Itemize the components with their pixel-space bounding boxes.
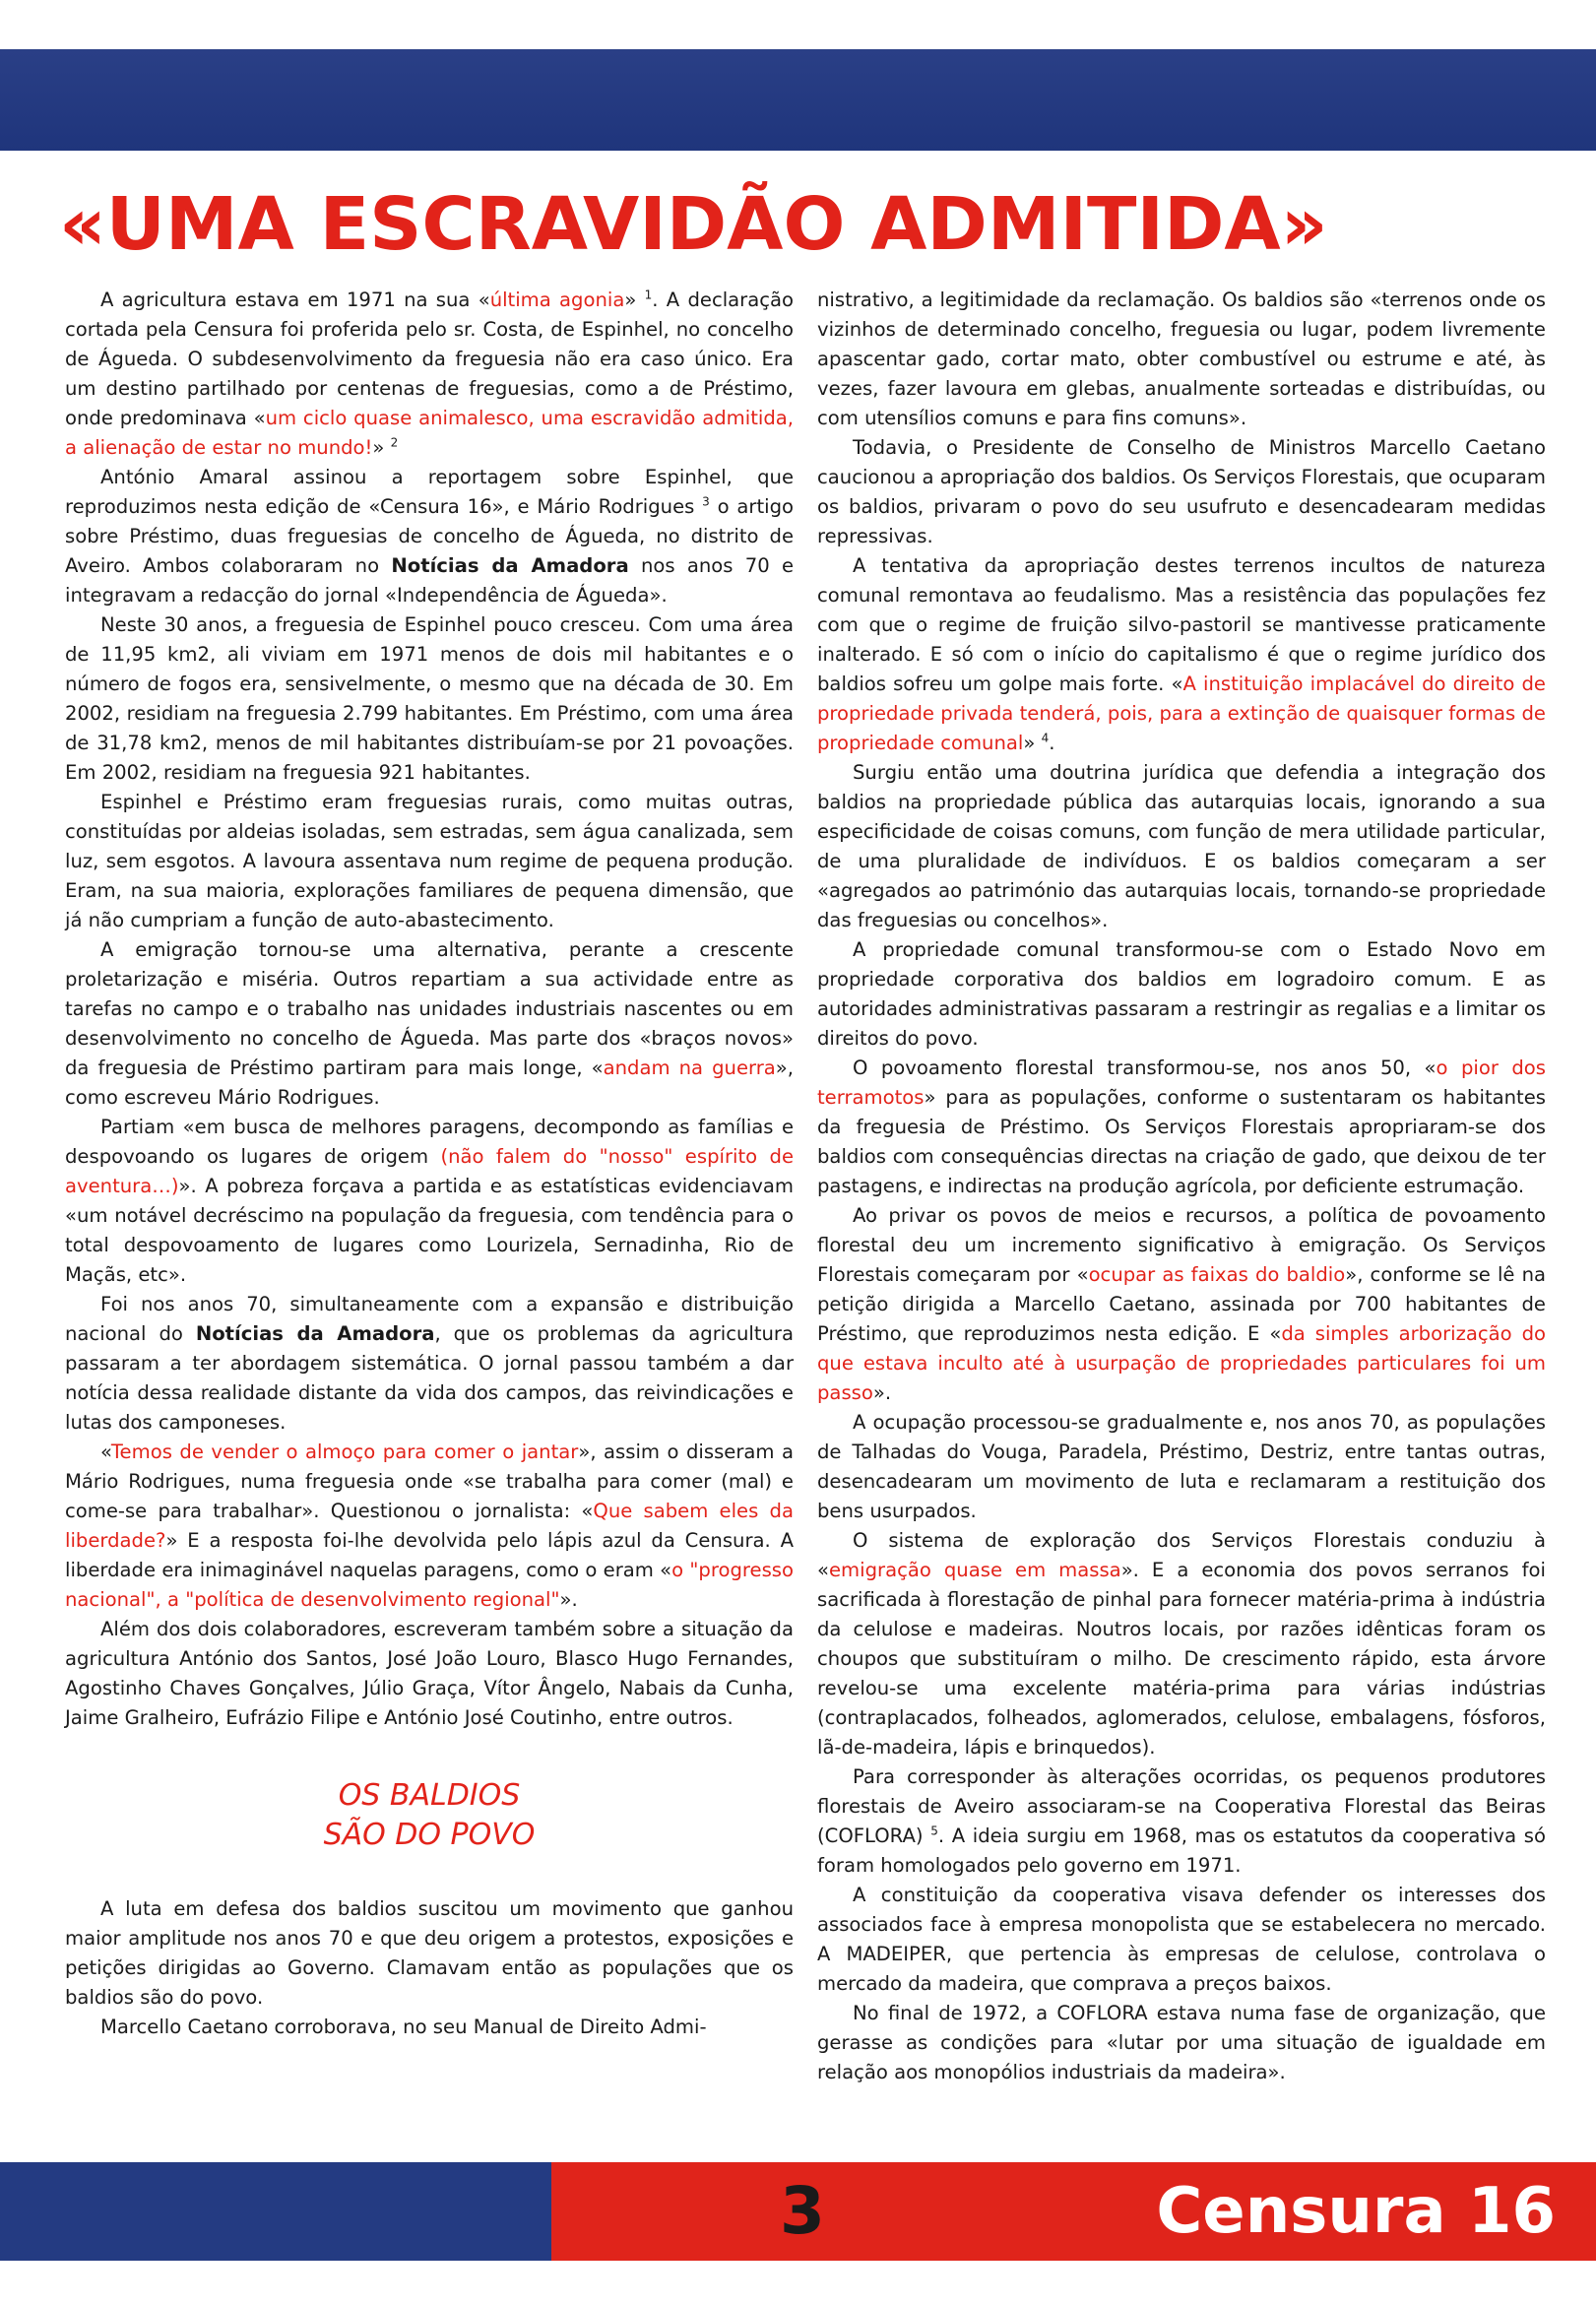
text-run: Para corresponder às alterações ocorridas, os pequenos produtores florestais de Aveiro associaram-se na Cooperativa Florestal das Beiras (COFLORA)	[817, 1765, 1546, 1847]
text-run: o artigo sobre Préstimo, duas freguesias de concelho de Águeda, no distrito de Aveiro. Ambos colaboraram no	[65, 495, 794, 577]
paragraph	[65, 286, 794, 463]
text-run: A agricultura estava em 1971 na sua «	[100, 288, 490, 311]
paragraph: nistrativo, a legitimidade da reclamação. Os baldios são «terrenos onde os vizinhos de determinado concelho, freguesia ou lugar, podem livremente apascentar gado, cortar mato, obter combustível ou estrume e até, às vezes, fazer lavoura em glebas, anualmente sorteadas e distribuídas, ou com utensílios comuns e para fins comuns».	[817, 288, 1546, 429]
highlighted-quote: o "progresso nacional", a "política de desenvolvimento regional"	[65, 1559, 794, 1611]
text-run: António Amaral assinou a reportagem sobre Espinhel, que reproduzimos nesta edição de «Censura 16», e Mário Rodrigues	[65, 466, 794, 518]
publication-name: Censura 16	[1156, 2175, 1556, 2248]
highlighted-quote: andam na guerra	[603, 1056, 776, 1079]
text-run: .	[1049, 732, 1055, 754]
text-run: » E a resposta foi-lhe devolvida pelo lápis azul da Censura. A liberdade era inimaginável naquelas paragens, como o eram «	[65, 1529, 794, 1581]
highlighted-quote: emigração quase em massa	[829, 1559, 1121, 1581]
text-run: O povoamento florestal transformou-se, nos anos 50, «	[853, 1056, 1436, 1079]
paragraph	[65, 463, 794, 610]
section-subheading	[65, 1776, 794, 1855]
paragraph: A luta em defesa dos baldios suscitou um movimento que ganhou maior amplitude nos anos 70 e que deu origem a protestos, exposições e petições dirigidas ao Governo. Clamavam então as populações que os baldios são do povo.	[65, 1897, 794, 2009]
footnote-ref: 4	[1041, 731, 1050, 745]
text-run: », como escreveu Mário Rodrigues.	[65, 1056, 794, 1109]
paragraph	[65, 1438, 794, 1615]
text-run: A tentativa da apropriação destes terrenos incultos de natureza comunal remontava ao feudalismo. Mas a resistência das populações fez com que o regime de fruição silvo-pastoril se mantivesse praticamente inalterado. E só com o início do capitalismo é que o regime jurídico dos baldios sofreu um golpe mais forte. «	[817, 554, 1546, 695]
paragraph	[817, 1526, 1546, 1762]
paragraph: A ocupação processou-se gradualmente e, nos anos 70, as populações de Talhadas do Vouga, Paradela, Préstimo, Destriz, entre tantas outras, desencadearam um movimento de luta e reclamaram a restituição dos bens usurpados.	[817, 1411, 1546, 1522]
text-run: Foi nos anos 70, simultaneamente com a expansão e distribuição nacional do	[65, 1293, 794, 1345]
article-column-right	[817, 286, 1546, 2087]
paragraph	[65, 1290, 794, 1438]
paragraph: Neste 30 anos, a freguesia de Espinhel pouco cresceu. Com uma área de 11,95 km2, ali viviam em 1971 menos de dois mil habitantes e o número de fogos era, sensivelmente, o mesmo que na década de 30. Em 2002, residiam na freguesia 2.799 habitantes. Em Préstimo, com uma área de 31,78 km2, menos de mil habitantes distribuíam-se por 21 povoações. Em 2002, residiam na freguesia 921 habitantes.	[65, 613, 794, 784]
text-run: ».	[872, 1381, 892, 1404]
highlighted-quote: A instituição implacável do direito de propriedade privada tenderá, pois, para a extinção de quaisquer formas de propriedade comunal	[817, 672, 1546, 754]
highlighted-quote: ocupar as faixas do baldio	[1088, 1263, 1346, 1286]
top-color-band	[0, 49, 1596, 151]
text-run: », assim o disseram a Mário Rodrigues, numa freguesia onde «se trabalha para comer (mal) e come-se para trabalhar». Questionou o jornalista: «	[65, 1440, 794, 1522]
text-run: A emigração tornou-se uma alternativa, perante a crescente proletarização e miséria. Outros repartiam a sua actividade entre as tarefas no campo e o trabalho nas unidades industriais nascentes ou em desenvolvimento no concelho de Águeda. Mas parte dos «braços novos» da freguesia de Préstimo partiram para mais longe, «	[65, 938, 794, 1079]
highlighted-quote: o pior dos terramotos	[817, 1056, 1546, 1109]
text-run: . A declaração cortada pela Censura foi proferida pelo sr. Costa, de Espinhel, no concelho de Águeda. O subdesenvolvimento da freguesia não era caso único. Era um destino partilhado por centenas de freguesias, como a de Préstimo, onde predominava «	[65, 288, 794, 429]
paragraph	[817, 1201, 1546, 1408]
highlighted-quote: Que sabem eles da liberdade?	[65, 1500, 794, 1552]
paragraph	[817, 551, 1546, 758]
text-run: Partiam «em busca de melhores paragens, decompondo as famílias e despovoando os lugares de origem	[65, 1116, 794, 1168]
paragraph: Espinhel e Préstimo eram freguesias rurais, como muitas outras, constituídas por aldeias isoladas, sem estradas, sem água canalizada, sem luz, sem esgotos. A lavoura assentava num regime de pequena produção. Eram, na sua maioria, explorações familiares de pequena dimensão, que já não cumpriam a função de auto-abastecimento.	[65, 791, 794, 931]
text-run: », conforme se lê na petição dirigida a Marcello Caetano, assinada por 700 habitantes de Préstimo, que reproduzimos nesta edição. E «	[817, 1263, 1546, 1345]
paragraph: Surgiu então uma doutrina jurídica que defendia a integração dos baldios na propriedade pública das autarquias locais, ignorando a sua especificidade de coisas comuns, com função de mera utilidade particular, de uma pluralidade de indivíduos. E os baldios começaram a ser «agregados ao património das autarquias locais, tornando-se propriedade das freguesias ou concelhos».	[817, 761, 1546, 931]
newspaper-name: Notícias da Amadora	[195, 1322, 435, 1345]
page-title: «UMA ESCRAVIDÃO ADMITIDA»	[59, 182, 1328, 267]
highlighted-quote: Temos de vender o almoço para comer o jantar	[110, 1440, 579, 1463]
highlighted-quote: da simples arborização do que estava inculto até à usurpação de propriedades particulares foi um passo	[817, 1322, 1546, 1404]
text-run: , que os problemas da agricultura passaram a ter abordagem sistemática. O jornal passou também a dar notícia dessa realidade distante da vida dos campos, das reivindicações e lutas dos camponeses.	[65, 1322, 794, 1434]
highlighted-quote: um ciclo quase animalesco, uma escravidão admitida, a alienação de estar no mundo!	[65, 407, 795, 459]
subheading-line: SÃO DO POVO	[323, 1818, 536, 1852]
paragraph: Todavia, o Presidente de Conselho de Ministros Marcello Caetano caucionou a apropriação dos baldios. Os Serviços Florestais, que ocuparam os baldios, privaram o povo do seu usufruto e desencadearam medidas repressivas.	[817, 436, 1546, 547]
highlighted-quote: última agonia	[489, 288, 625, 311]
text-run: ».	[559, 1588, 578, 1611]
text-run: Ao privar os povos de meios e recursos, a política de povoamento florestal deu um incremento significativo à emigração. Os Serviços Florestais começaram por «	[817, 1204, 1546, 1286]
article-column-left	[65, 286, 794, 2042]
paragraph: Além dos dois colaboradores, escreveram também sobre a situação da agricultura António dos Santos, José João Louro, Blasco Hugo Fernandes, Agostinho Chaves Gonçalves, Júlio Graça, Vítor Ângelo, Nabais da Cunha, Jaime Gralheiro, Eufrázio Filipe e António José Coutinho, entre outros.	[65, 1618, 794, 1729]
paragraph	[65, 935, 794, 1113]
text-run: » para as populações, conforme o sustentaram os habitantes da freguesia de Préstimo. Os Serviços Florestais apropriaram-se dos baldios com consequências directas na criação de gado, que deixou de ter pastagens, e indirectas na produção agrícola, por deficiente estrumação.	[817, 1086, 1546, 1197]
paragraph: No final de 1972, a COFLORA estava numa fase de organização, que gerasse as condições para «lutar por uma situação de igualdade em relação aos monopólios industriais da madeira».	[817, 2002, 1546, 2083]
highlighted-quote: (não falem do "nosso" espírito de aventura…)	[65, 1145, 794, 1197]
footnote-ref: 2	[390, 435, 399, 450]
paragraph	[817, 1762, 1546, 1881]
newspaper-name: Notícias da Amadora	[391, 554, 629, 577]
footnote-ref: 5	[930, 1824, 938, 1838]
paragraph: A constituição da cooperativa visava defender os interesses dos associados face à empresa monopolista que se estabelecera no mercado. A MADEIPER, que pertencia às empresas de celulose, controlava o mercado da madeira, que comprava a preços baixos.	[817, 1884, 1546, 1995]
text-run: ». A pobreza forçava a partida e as estatísticas evidenciavam «um notável decréscimo na população da freguesia, com tendência para o total despovoamento de lugares como Lourizela, Sernadinha, Rio de Maçãs, etc».	[65, 1175, 794, 1286]
paragraph: A propriedade comunal transformou-se com o Estado Novo em propriedade corporativa dos baldios em logradoiro comum. E as autoridades administrativas passaram a restringir as regalias e a limitar os direitos do povo.	[817, 938, 1546, 1050]
text-run: ». E a economia dos povos serranos foi sacrificada à florestação de pinhal para fornecer matéria-prima à indústria da celulose e madeiras. Noutros locais, por razões idênticas foram os choupos que substituíram o milho. De crescimento rápido, esta árvore revelou-se uma excelente matéria-prima para várias indústrias (contraplacados, folheados, aglomerados, celulose, embalagens, fósforos, lã-de-madeira, lápis e brinquedos).	[817, 1559, 1546, 1759]
footnote-ref: 3	[702, 494, 710, 509]
footnote-ref: 1	[644, 288, 653, 302]
text-run: nos anos 70 e integravam a redacção do jornal «Independência de Águeda».	[65, 554, 795, 607]
text-run: »	[372, 436, 391, 459]
text-run: «	[100, 1440, 111, 1463]
text-run: »	[624, 288, 645, 311]
text-run: . A ideia surgiu em 1968, mas os estatutos da cooperativa só foram homologados pelo governo em 1971.	[817, 1824, 1546, 1877]
text-run: »	[1023, 732, 1042, 754]
paragraph	[65, 1113, 794, 1290]
paragraph: Marcello Caetano corroborava, no seu Manual de Direito Admi-	[100, 2016, 707, 2038]
text-run: O sistema de exploração dos Serviços Florestais conduziu à «	[817, 1529, 1546, 1581]
page-number: 3	[780, 2173, 825, 2249]
subheading-line: OS BALDIOS	[338, 1778, 521, 1813]
paragraph	[817, 1054, 1546, 1201]
